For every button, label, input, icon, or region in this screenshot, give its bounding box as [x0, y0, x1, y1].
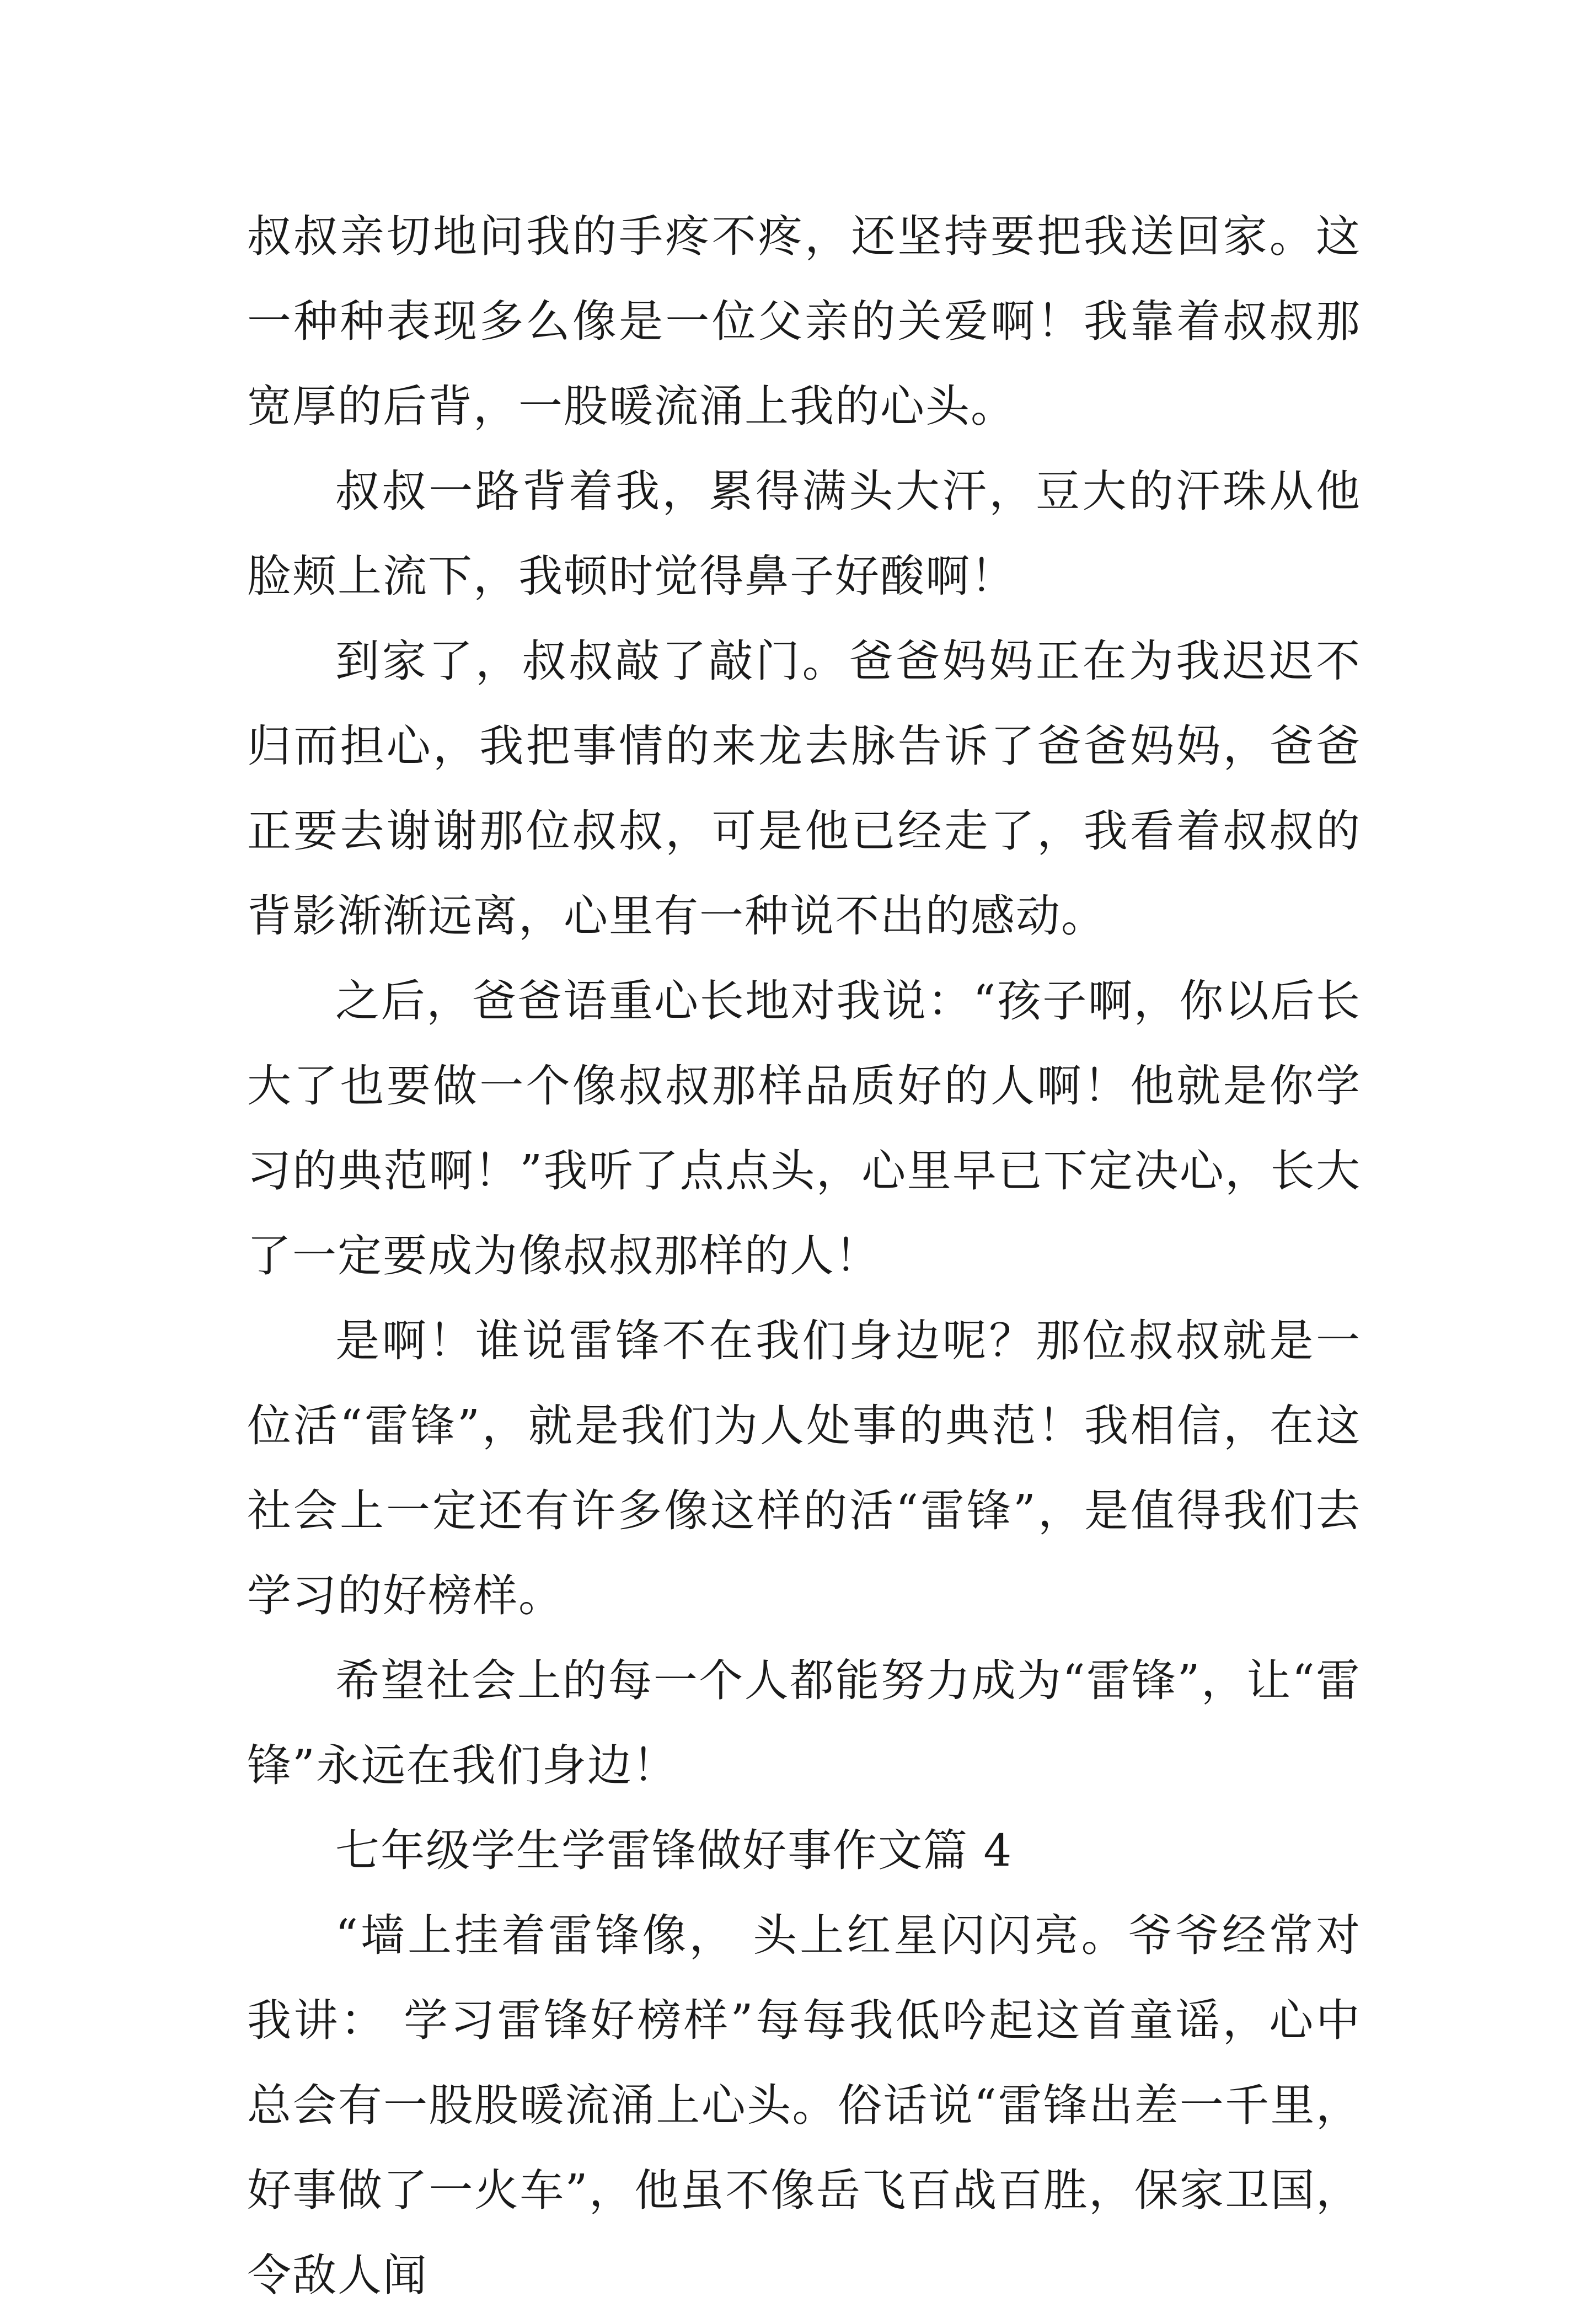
article-body	[247, 194, 1361, 2318]
paragraph: 之后，爸爸语重心长地对我说：“孩子啊，你以后长大了也要做一个像叔叔那样品质好的人啊！他就是你学习的典范啊！”我听了点点头，心里早已下定决心，长大了一定要成为像叔叔那样的人！	[247, 975, 1361, 1281]
paragraph: 到家了，叔叔敲了敲门。爸爸妈妈正在为我迟迟不归而担心，我把事情的来龙去脉告诉了爸爸妈妈，爸爸正要去谢谢那位叔叔，可是他已经走了，我看着叔叔的背影渐渐远离，心里有一种说不出的感动。	[247, 635, 1361, 942]
paragraph: 是啊！谁说雷锋不在我们身边呢？那位叔叔就是一位活“雷锋”，就是我们为人处事的典范！我相信，在这社会上一定还有许多像这样的活“雷锋”，是值得我们去学习的好榜样。	[247, 1315, 1361, 1621]
paragraph: 叔叔一路背着我，累得满头大汗，豆大的汗珠从他脸颊上流下，我顿时觉得鼻子好酸啊！	[247, 466, 1361, 602]
paragraph-continuation: 叔叔亲切地问我的手疼不疼，还坚持要把我送回家。这一种种表现多么像是一位父亲的关爱啊！我靠着叔叔那宽厚的后背，一股暖流涌上我的心头。	[247, 211, 1361, 432]
paragraph: “墙上挂着雷锋像， 头上红星闪闪亮。爷爷经常对我讲： 学习雷锋好榜样”每每我低吟起这首童谣，心中总会有一股股暖流涌上心头。俗话说“雷锋出差一千里，好事做了一火车”，他虽不像岳飞百战百胜，保家卫国，令敌人闻	[247, 1910, 1361, 2301]
paragraph: 希望社会上的每一个人都能努力成为“雷锋”，让“雷锋”永远在我们身边！	[247, 1655, 1361, 1791]
section-heading: 七年级学生学雷锋做好事作文篇 4	[335, 1825, 1013, 1876]
